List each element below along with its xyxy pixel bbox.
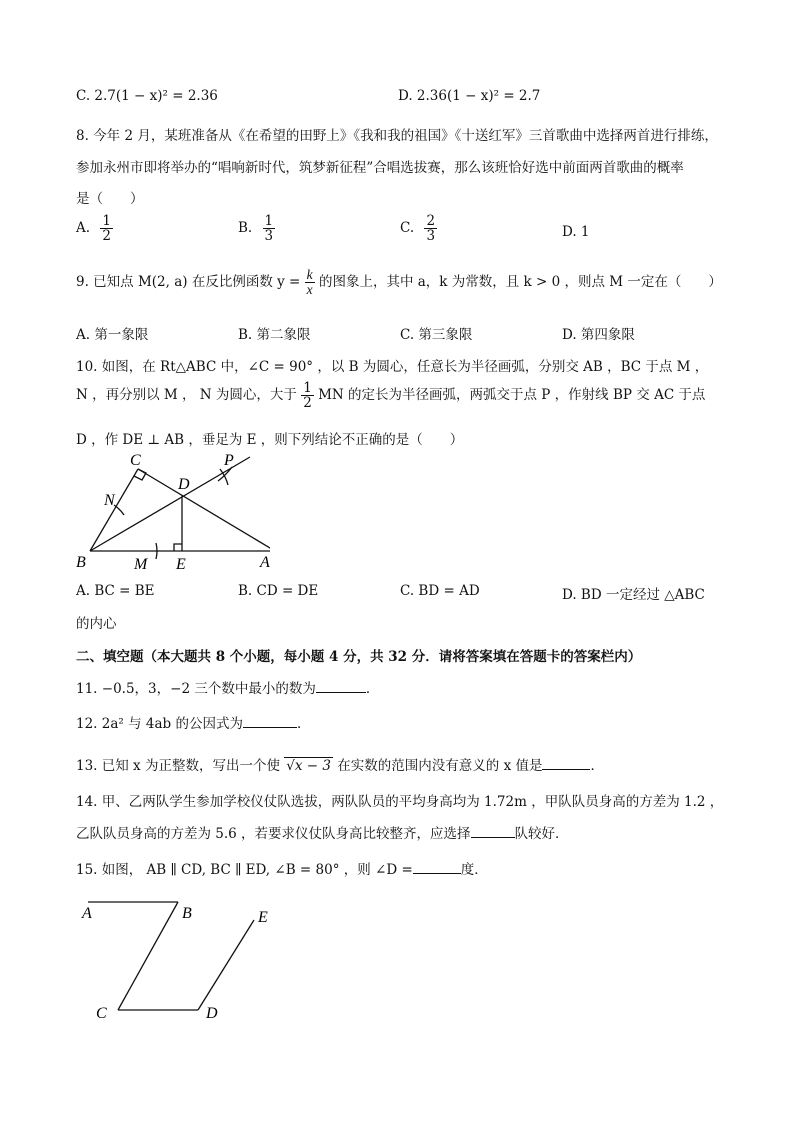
q10-half-fraction [301,381,314,410]
fig15-label-c: C [96,1005,107,1022]
q8-option-b-label: B. [238,220,253,237]
q8-option-c-numerator: 2 [426,213,436,229]
segment-de [198,920,254,1010]
q8-option-a-numerator: 1 [102,213,111,229]
q13-post: 在实数的范围内没有意义的 x 值是 [337,758,543,774]
q8-option-d: D. 1 [562,224,590,240]
segment-bc [90,469,138,551]
right-angle-mark-e [174,544,182,551]
q15-text: 15. 如图， AB ∥ CD, BC ∥ ED, ∠B = 80° ，则 ∠D = [76,862,413,878]
q14-line-2-post: 队较好． [514,826,569,842]
q8-option-b-denominator: 3 [264,228,274,245]
q13-radicand: x − 3 [294,758,331,774]
q15-end: 度． [460,862,488,878]
q9-option-d: D. 第四象限 [562,327,635,343]
q8-option-c-label: C. [400,220,415,237]
q10-option-d-tail: 的内心 [76,616,117,632]
q9-option-a: A. 第一象限 [76,327,149,343]
q9-option-c: C. 第三象限 [400,327,473,343]
q8-option-a-label: A. [76,220,91,237]
q8-option-c [400,214,437,243]
q15-parallel-figure [74,890,284,1030]
q10-half-numerator: 1 [303,380,312,396]
q7-option-c: C. 2.7(1 − x)² = 2.36 [76,88,218,104]
section-2-title: 二、填空题（本大题共 8 个小题，每小题 4 分，共 32 分．请将答案填在答题卡的答案栏内） [76,649,642,665]
q13-end: ． [590,758,604,774]
q12-answer-blank[interactable] [243,715,297,728]
q15-answer-blank[interactable] [413,861,461,874]
q8-option-a-denominator: 2 [102,228,111,245]
q8-line-2: 参加永州市即将举办的“唱响新时代，筑梦新征程”合唱选拔赛，那么该班恰好选中前面两首歌曲的概率 [76,160,684,176]
fig10-label-c: C [130,452,141,469]
q9-numerator: k [306,267,313,282]
q9-k-over-x [305,268,315,297]
fig10-label-p: P [224,452,234,469]
arc-mark-n [114,505,124,515]
q8-option-b [238,214,275,243]
q9-stem-post: 的图象上，其中 a，k 为常数，且 k > 0 ，则点 M 一定在（ ） [318,274,722,291]
q13-pre: 13. 已知 x 为正整数，写出一个使 [76,758,280,774]
q14-line-1: 14. 甲、乙两队学生参加学校仪仗队选拔，两队队员的平均身高均为 1.72m ，甲队队员身高的方差为 1.2 ， [76,794,724,810]
q9-stem [76,268,722,297]
q8-option-a [76,214,113,243]
q9-stem-pre: 9. 已知点 M(2, a) 在反比例函数 y = [76,274,301,291]
fig10-label-e: E [176,556,186,573]
q8-option-a-fraction [100,214,113,243]
q12-text: 12. 2a² 与 4ab 的公因式为 [76,716,243,732]
q8-line-3: 是（ ） [76,191,144,207]
q10-option-a: A. BC = BE [76,583,155,599]
q11 [76,677,379,697]
q15 [76,858,488,878]
q11-text: 11. −0.5，3，−2 三个数中最小的数为 [76,681,316,697]
q8-option-b-fraction [263,214,276,243]
q13-answer-blank[interactable] [542,757,590,770]
q8-option-c-denominator: 3 [426,228,436,245]
q10-half-denominator: 2 [303,395,312,412]
q14-line-2 [76,822,569,842]
q11-end: ． [365,681,380,697]
fig15-label-b: B [182,905,192,922]
q10-option-b: B. CD = DE [238,583,319,599]
q10-triangle-figure [70,445,270,580]
q9-option-b: B. 第二象限 [238,327,311,343]
fig10-label-n: N [104,492,115,509]
q11-answer-blank[interactable] [316,680,366,693]
fig15-label-d: D [206,1005,218,1022]
q10-option-c: C. BD = AD [400,583,480,599]
right-angle-mark-c [134,469,146,480]
segment-ca [138,469,270,551]
q9-denominator: x [306,282,313,298]
arc-mark-p-1 [220,469,228,485]
fig10-label-a: A [260,554,270,571]
segment-bc [118,902,178,1010]
fig15-label-a: A [82,905,92,922]
q8-option-c-fraction [424,214,437,243]
q12-end: ． [296,716,311,732]
q7-option-d: D. 2.36(1 − x)² = 2.7 [398,88,541,104]
q10-option-d: D. BD 一定经过 △ABC [562,587,705,603]
q14-answer-blank[interactable] [471,825,515,838]
q13-sqrt: √x − 3 [286,758,331,774]
q8-option-b-numerator: 1 [264,213,274,229]
q10-line-3: D ，作 DE ⊥ AB ，垂足为 E ，则下列结论不正确的是（ ） [76,432,464,448]
fig10-label-b: B [76,554,86,571]
q14-line-2-pre: 乙队队员身高的方差为 5.6 ，若要求仪仗队身高比较整齐，应选择 [76,826,471,842]
q10-line-2-post: MN 的定长为半径画弧，两弧交于点 P ，作射线 BP 交 AC 于点 [318,387,706,404]
fig10-label-m: M [134,556,148,573]
q13 [76,754,604,774]
q12 [76,712,310,732]
q10-line-1: 10. 如图，在 Rt△ABC 中，∠C = 90° ，以 B 为圆心，任意长为半径画弧，分别交 AB ，BC 于点 M ， [76,359,709,375]
q10-line-2-pre: N ，再分别以 M ， N 为圆心，大于 [76,387,297,404]
fig10-label-d: D [178,476,190,493]
fig15-label-e: E [258,909,268,926]
q8-line-1: 8. 今年 2 月，某班准备从《在希望的田野上》《我和我的祖国》《十送红军》三首歌曲中选择两首进行排练， [76,128,718,144]
q10-line-2 [76,381,705,410]
